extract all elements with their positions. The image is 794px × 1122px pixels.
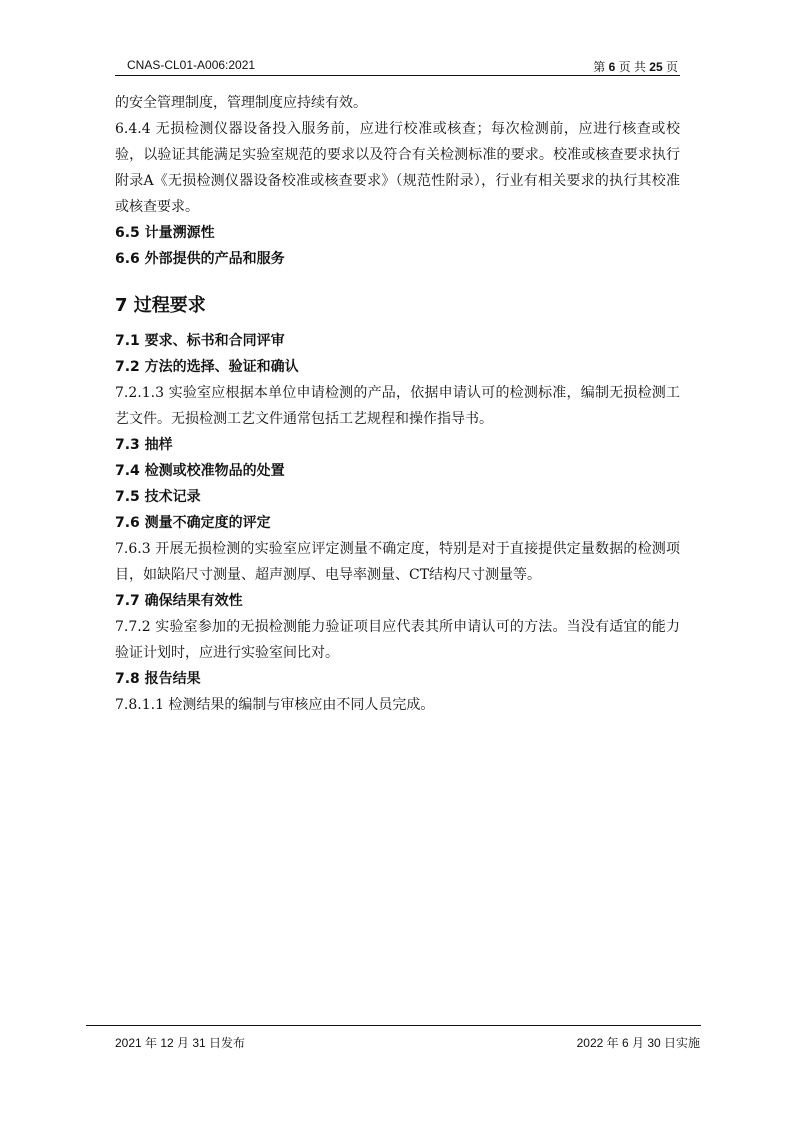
- clause-6-4-4: 6.4.4 无损检测仪器设备投入服务前，应进行校准或核查；每次检测前，应进行核查或校验，以验证其能满足实验室规范的要求以及符合有关检测标准的要求。校准或核查要求执行附录A《无损检测仪器设备校准或核查要求》（规范性附录），行业有相关要求的执行其校准或核查要求。: [115, 121, 680, 215]
- heading-7-1: 7.1 要求、标书和合同评审: [115, 333, 285, 349]
- page-header: [115, 56, 678, 74]
- heading-7-6: 7.6 测量不确定度的评定: [115, 515, 271, 531]
- heading-7-4: 7.4 检测或校准物品的处置: [115, 463, 285, 479]
- heading-7-2: 7.2 方法的选择、验证和确认: [115, 359, 299, 375]
- heading-7: 7 过程要求: [115, 295, 206, 316]
- clause-7-8-1-1: 7.8.1.1 检测结果的编制与审核应由不同人员完成。: [115, 697, 435, 713]
- clause-7-2-1-3: 7.2.1.3 实验室应根据本单位申请检测的产品，依据申请认可的检测标准，编制无损检测工艺文件。无损检测工艺文件通常包括工艺规程和操作指导书。: [115, 385, 680, 427]
- heading-6-5: 6.5 计量溯源性: [115, 225, 215, 241]
- page-number: 第 6 页 共 25 页: [593, 60, 678, 74]
- footer-divider: [86, 1025, 701, 1026]
- clause-7-7-2: 7.7.2 实验室参加的无损检测能力验证项目应代表其所申请认可的方法。当没有适宜的能力验证计划时，应进行实验室间比对。: [115, 619, 680, 661]
- page-footer: [115, 1034, 700, 1052]
- document-body: [115, 90, 680, 718]
- heading-7-3: 7.3 抽样: [115, 437, 173, 453]
- heading-7-5: 7.5 技术记录: [115, 489, 201, 505]
- heading-7-8: 7.8 报告结果: [115, 671, 201, 687]
- paragraph-continued: 的安全管理制度，管理制度应持续有效。: [115, 95, 367, 111]
- issue-date: 2021 年 12 月 31 日发布: [115, 1036, 246, 1050]
- header-divider: [115, 75, 680, 76]
- document-code: CNAS-CL01-A006:2021: [127, 58, 256, 72]
- heading-6-6: 6.6 外部提供的产品和服务: [115, 251, 285, 267]
- heading-7-7: 7.7 确保结果有效性: [115, 593, 243, 609]
- effective-date: 2022 年 6 月 30 日实施: [576, 1036, 700, 1050]
- clause-7-6-3: 7.6.3 开展无损检测的实验室应评定测量不确定度，特别是对于直接提供定量数据的检测项目，如缺陷尺寸测量、超声测厚、电导率测量、CT结构尺寸测量等。: [115, 541, 680, 583]
